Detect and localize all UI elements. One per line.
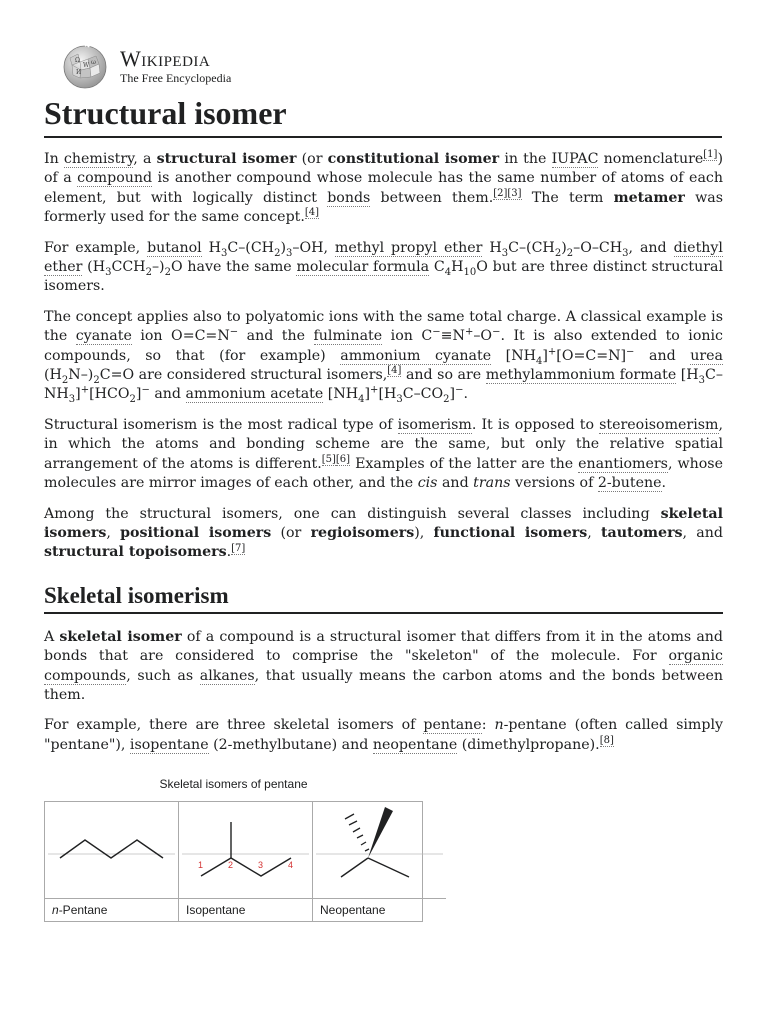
figure-caption: Skeletal isomers of pentane <box>159 777 308 792</box>
section-heading-skeletal-isomerism: Skeletal isomerism <box>44 581 723 614</box>
svg-text:И: И <box>76 69 82 76</box>
link-isomerism[interactable]: isomerism <box>397 416 472 433</box>
link-enantiomers[interactable]: enantiomers <box>578 455 668 472</box>
atom-number-1: 1 <box>198 859 204 870</box>
link-neopentane[interactable]: neopentane <box>372 736 458 753</box>
isopentane-structure-image[interactable] <box>179 802 312 899</box>
atom-number-4: 4 <box>288 859 294 870</box>
atom-number-3: 3 <box>258 859 264 870</box>
reference-7[interactable]: [7] <box>231 542 246 554</box>
neopentane-structure-image[interactable] <box>313 802 446 899</box>
reference-3[interactable]: [3] <box>507 188 522 200</box>
link-ammonium-cyanate[interactable]: ammonium cyanate <box>340 347 492 364</box>
reference-6[interactable]: [6] <box>335 453 351 465</box>
link-2-butene[interactable]: 2-butene <box>597 475 662 492</box>
reference-4b[interactable]: [4] <box>387 365 402 377</box>
link-organic-compounds[interactable]: organic compounds <box>44 648 723 684</box>
link-diethyl-ether[interactable]: diethyl ether <box>44 239 723 276</box>
neopentane-label: Neopentane <box>320 902 386 917</box>
link-isopentane[interactable]: isopentane <box>129 736 209 753</box>
intro-paragraph-5: Among the structural isomers, one can distinguish several classes including skeletal isomers, positional isomers (or regioisomers), functional isomers, tautomers, and structural topoisomers.[7] <box>44 505 723 561</box>
link-methyl-propyl-ether[interactable]: methyl propyl ether <box>334 239 483 256</box>
n-pentane-label-prefix: n <box>52 902 59 917</box>
link-bonds[interactable]: bonds <box>327 189 371 206</box>
atom-number-2: 2 <box>228 859 234 870</box>
reference-2[interactable]: [2] <box>493 188 508 200</box>
reference-4[interactable]: [4] <box>304 207 320 219</box>
intro-paragraph-3: The concept applies also to polyatomic ions with the same total charge. A classical example is the cyanate ion O=C=N− and the fulminate ion C−≡N+–O−. It is also extended to ionic compounds, so that (for example) ammonium cyanate $[NH_4]^+[O=C=N]^-$ and urea $(H_2N-)_2C=O$ are considered structural isomers,[4] and so are methylammonium formate $[H_3C-NH_3]^+[HCO_2]^-$ and ammonium acetate $[NH_4]^+[H_3C-CO_2]^-$. <box>44 308 723 406</box>
link-iupac[interactable]: IUPAC <box>551 151 599 167</box>
svg-text:Ω: Ω <box>75 57 80 64</box>
svg-text:ω: ω <box>91 59 96 66</box>
skeletal-paragraph-1: A skeletal isomer of a compound is a structural isomer that differs from it in the atoms and bonds that are considered to comprise the "skeleton" of the molecule. For organic compounds, such as alkanes, that usually means the carbon atoms and the bonds between them. <box>44 628 724 703</box>
reference-1[interactable]: [1] <box>703 149 718 161</box>
n-pentane-label: -Pentane <box>58 902 108 917</box>
n-pentane-structure-image[interactable] <box>45 802 178 899</box>
link-compound[interactable]: compound <box>77 170 153 187</box>
skeletal-paragraph-2: For example, there are three skeletal isomers of pentane: n-pentane (often called simply "pentane"), isopentane (2-methylbutane) and neopentane (dimethylpropane).[8] <box>44 717 723 753</box>
figure-table <box>44 801 423 922</box>
figure-cell-isopentane <box>179 802 313 921</box>
wikipedia-logo[interactable] <box>62 44 231 90</box>
site-name: Wikipedia <box>120 46 211 71</box>
link-fulminate[interactable]: fulminate <box>313 328 383 345</box>
link-methylammonium-formate[interactable]: methylammonium formate <box>485 367 677 384</box>
link-stereoisomerism[interactable]: stereoisomerism <box>599 416 719 433</box>
intro-paragraph-2: For example, butanol $H_3C-(CH_2)_3-OH$, methyl propyl ether $H_3C-(CH_2)_2-O-CH_3$, and diethyl ether $(H_3CCH_2-)_2O$ have the same molecular formula $C_4H_{10}O$ but are three distinct structural isomers. <box>44 239 723 295</box>
wordmark <box>120 48 231 86</box>
intro-paragraph-1: In chemistry, a structural isomer (or constitutional isomer in the IUPAC nomenclature[1]) of a compound is another compound whose molecule has the same number of atoms of each element, but with logically distinct bonds between them.[2][3] The term metamer was formerly used for the same concept.[4] <box>44 149 723 226</box>
pentane-isomers-figure <box>44 775 423 921</box>
figure-cell-n-pentane <box>45 802 179 921</box>
link-cyanate[interactable]: cyanate <box>75 328 132 345</box>
wikipedia-globe-icon <box>62 44 108 90</box>
reference-8[interactable]: [8] <box>599 735 614 747</box>
link-alkanes[interactable]: alkanes <box>199 667 255 684</box>
link-urea[interactable]: urea <box>690 347 723 364</box>
intro-paragraph-4: Structural isomerism is the most radical type of isomerism. It is opposed to stereoisomerism, in which the atoms and bonding scheme are the same, but only the relative spatial arrangement of the atoms is different.[5][6] Examples of the latter are the enantiomers, whose molecules are mirror images of each other, and the cis and trans versions of 2-butene. <box>44 416 724 492</box>
reference-5[interactable]: [5] <box>321 453 336 465</box>
site-tagline: The Free Encyclopedia <box>120 71 232 85</box>
figure-cell-neopentane <box>313 802 446 921</box>
page-title: Structural isomer <box>44 92 722 138</box>
link-molecular-formula[interactable]: molecular formula <box>296 259 430 276</box>
link-ammonium-acetate[interactable]: ammonium acetate <box>185 386 324 403</box>
article-body <box>44 150 723 922</box>
isopentane-label: Isopentane <box>186 902 246 917</box>
link-chemistry[interactable]: chemistry <box>63 151 134 167</box>
svg-text:W: W <box>83 62 90 69</box>
link-butanol[interactable]: butanol <box>147 239 202 256</box>
link-pentane[interactable]: pentane <box>423 717 482 734</box>
